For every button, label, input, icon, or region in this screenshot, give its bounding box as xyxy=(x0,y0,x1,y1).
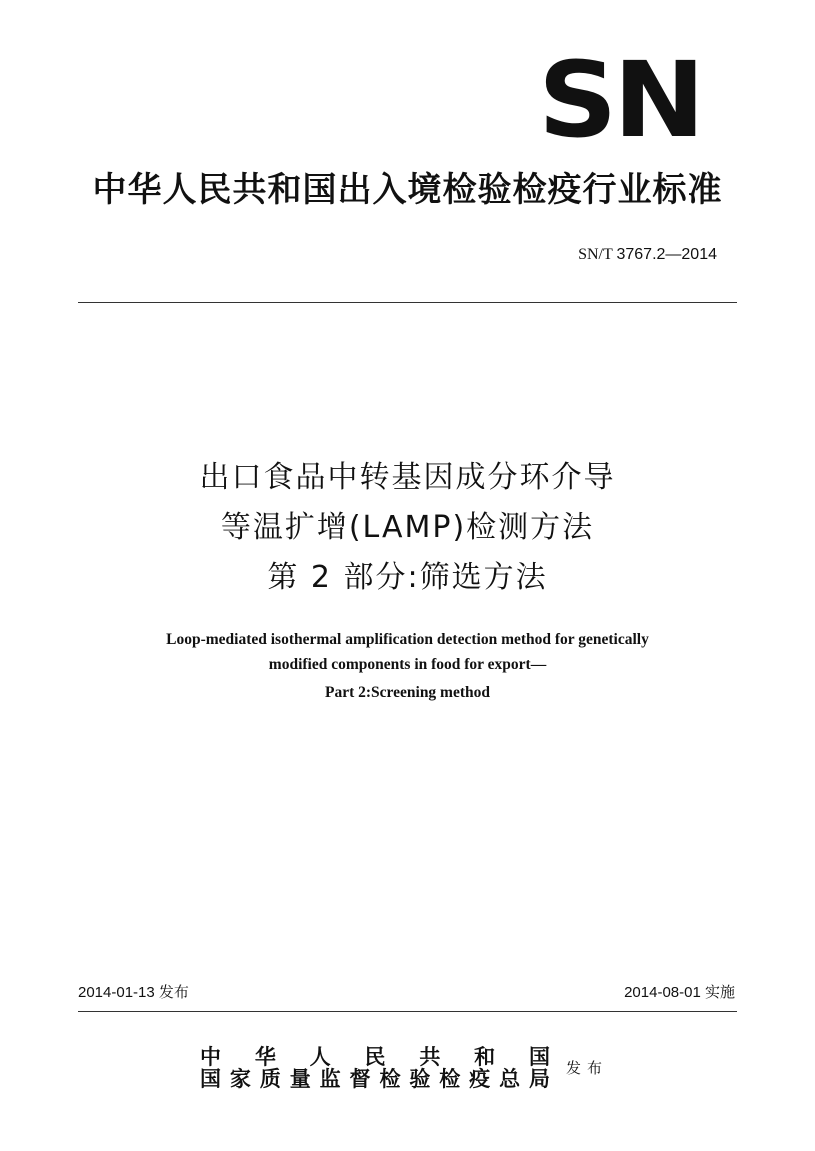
issuer-line-2: 国家质量监督检验检疫总局 xyxy=(200,1066,550,1091)
sn-logo: SN xyxy=(538,39,702,161)
issuer-line-1: 中华人民共和国 xyxy=(200,1044,550,1069)
issue-date: 2014-01-13 发布 xyxy=(78,984,189,1001)
english-title-line-1: Loop-mediated isothermal amplification detection method for genetically xyxy=(166,631,649,648)
implementation-date: 2014-08-01 实施 xyxy=(624,984,735,1001)
chinese-title-line-1: 出口食品中转基因成分环介导 xyxy=(199,460,616,495)
english-title-line-3: Part 2:Screening method xyxy=(324,684,491,701)
chinese-title-line-2: 等温扩增(LAMP)检测方法 xyxy=(220,510,595,545)
issued-label: 发布 xyxy=(566,1059,609,1077)
standard-code xyxy=(578,244,717,266)
bottom-divider xyxy=(78,1011,737,1012)
standard-body-heading: 中华人民共和国出入境检验检疫行业标准 xyxy=(92,170,723,210)
standard-code-number: 3767.2—2014 xyxy=(616,246,717,263)
chinese-title-line-3: 第 2 部分:筛选方法 xyxy=(267,560,548,595)
standard-code-prefix: SN/T xyxy=(578,246,613,263)
english-title-line-2: modified components in food for export— xyxy=(268,656,547,673)
top-divider xyxy=(78,302,737,303)
